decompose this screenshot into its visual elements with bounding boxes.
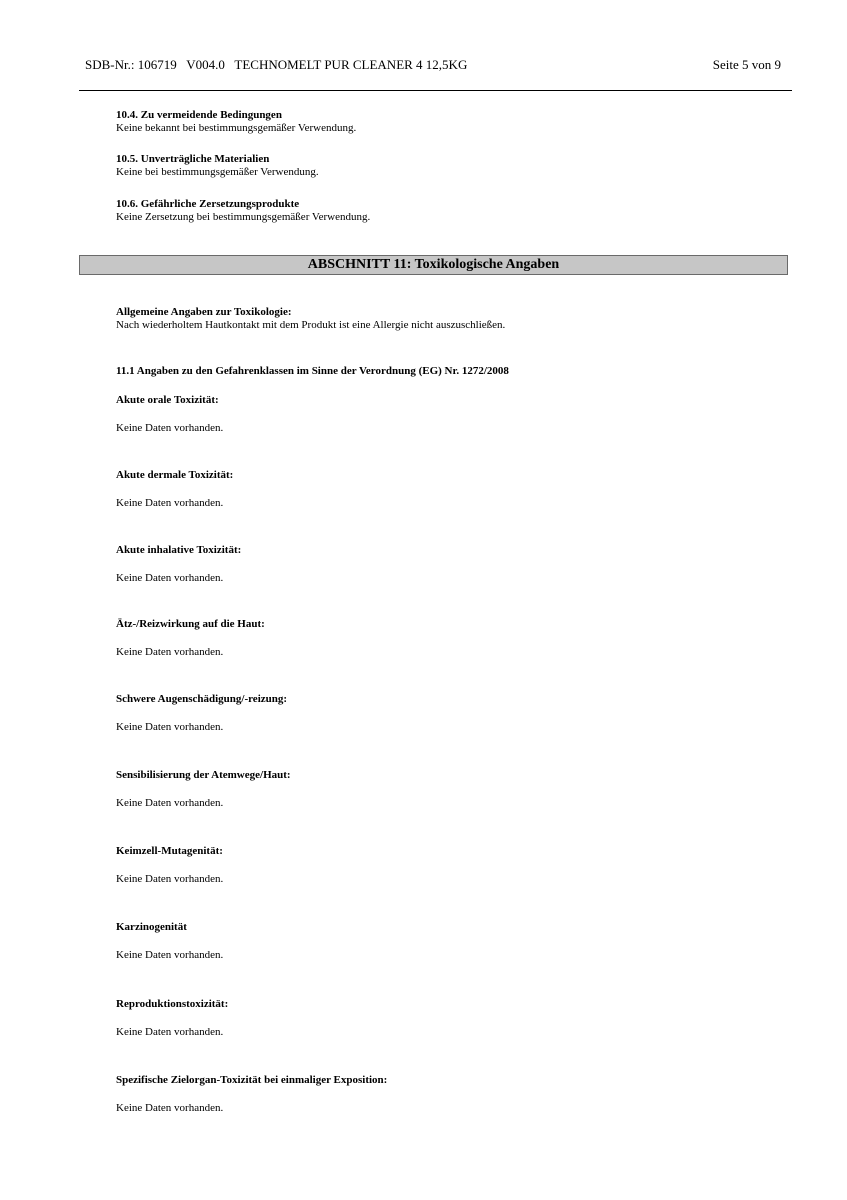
section-heading: ABSCHNITT 11: Toxikologische Angaben	[79, 255, 788, 275]
subsection-text: Keine bei bestimmungsgemäßer Verwendung.	[116, 166, 319, 178]
item-title: Spezifische Zielorgan-Toxizität bei einmaliger Exposition:	[116, 1074, 388, 1086]
subsection-title: 10.6. Gefährliche Zersetzungsprodukte	[116, 198, 300, 210]
subsection-title: 10.5. Unverträgliche Materialien	[116, 153, 270, 165]
acute-dermal-toxicity	[116, 469, 796, 510]
page-header	[85, 57, 781, 77]
header-divider	[79, 90, 792, 91]
item-title: Reproduktionstoxizität:	[116, 998, 229, 1010]
item-title: Akute orale Toxizität:	[116, 394, 219, 406]
item-text: Keine Daten vorhanden.	[116, 873, 224, 885]
item-text: Keine Daten vorhanden.	[116, 1026, 224, 1038]
page-number: Seite 5 von 9	[712, 57, 781, 72]
general-toxicology	[116, 306, 796, 332]
subsection-10-6	[116, 198, 796, 224]
acute-inhalative-toxicity	[116, 544, 796, 585]
item-title: Sensibilisierung der Atemwege/Haut:	[116, 769, 291, 781]
item-text: Keine Daten vorhanden.	[116, 949, 224, 961]
item-title: Akute inhalative Toxizität:	[116, 544, 242, 556]
item-text: Keine Daten vorhanden.	[116, 1102, 224, 1114]
item-title: Schwere Augenschädigung/-reizung:	[116, 693, 288, 705]
subsection-title: 10.4. Zu vermeidende Bedingungen	[116, 109, 282, 121]
stot-single-exposure	[116, 1074, 796, 1115]
item-text: Keine Daten vorhanden.	[116, 646, 224, 658]
subsection-text: Keine bekannt bei bestimmungsgemäßer Verwendung.	[116, 122, 357, 134]
document-id: SDB-Nr.: 106719 V004.0 TECHNOMELT PUR CLEANER 4 12,5KG	[85, 57, 468, 72]
general-toxicology-title: Allgemeine Angaben zur Toxikologie:	[116, 306, 292, 318]
item-title: Keimzell-Mutagenität:	[116, 845, 223, 857]
acute-oral-toxicity	[116, 394, 796, 435]
eye-damage-irritation	[116, 693, 796, 734]
item-text: Keine Daten vorhanden.	[116, 422, 224, 434]
skin-corrosion-irritation	[116, 618, 796, 659]
item-text: Keine Daten vorhanden.	[116, 797, 224, 809]
subsection-text: Keine Zersetzung bei bestimmungsgemäßer Verwendung.	[116, 211, 371, 223]
item-text: Keine Daten vorhanden.	[116, 572, 224, 584]
reproductive-toxicity	[116, 998, 796, 1039]
general-toxicology-text: Nach wiederholtem Hautkontakt mit dem Produkt ist eine Allergie nicht auszuschließen.	[116, 319, 506, 331]
germ-cell-mutagenicity	[116, 845, 796, 886]
subsection-10-4	[116, 109, 796, 135]
item-title: Karzinogenität	[116, 921, 187, 933]
item-text: Keine Daten vorhanden.	[116, 721, 224, 733]
carcinogenicity	[116, 921, 796, 962]
item-text: Keine Daten vorhanden.	[116, 497, 224, 509]
subsection-10-5	[116, 153, 796, 179]
hazard-classes-heading: 11.1 Angaben zu den Gefahrenklassen im Sinne der Verordnung (EG) Nr. 1272/2008	[116, 365, 509, 377]
item-title: Ätz-/Reizwirkung auf die Haut:	[116, 618, 265, 630]
hazard-classes-title	[116, 365, 796, 378]
item-title: Akute dermale Toxizität:	[116, 469, 234, 481]
sensitisation	[116, 769, 796, 810]
